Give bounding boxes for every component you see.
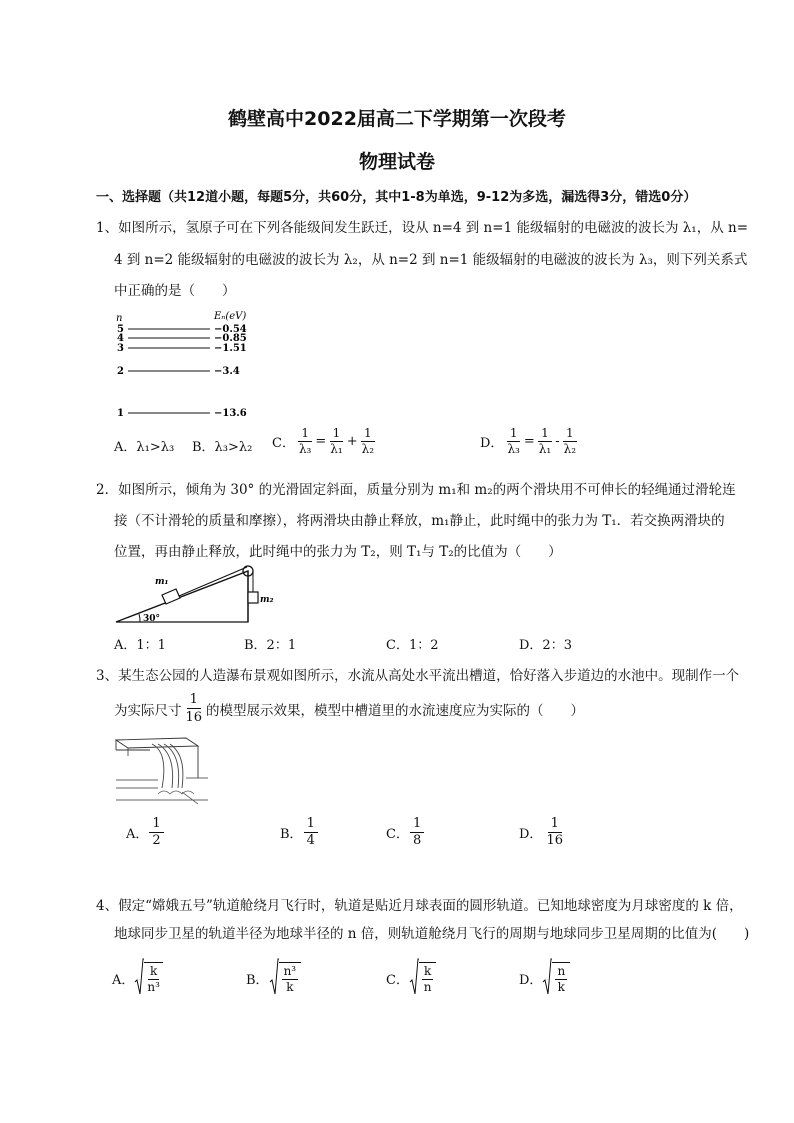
page-subtitle: 物理试卷 <box>358 151 435 173</box>
svg-text:−13.6: −13.6 <box>214 408 247 419</box>
rope <box>172 567 247 599</box>
level-1 <box>117 408 247 419</box>
svg-text:−0.54: −0.54 <box>214 324 247 335</box>
svg-text:2: 2 <box>117 366 124 377</box>
q1-line-3: 中正确的是（ ） <box>114 283 236 299</box>
block-m1 <box>162 589 180 604</box>
incline-pulley-diagram <box>110 562 280 628</box>
energy-axis-label: Eₙ(eV) <box>214 311 247 322</box>
svg-text:−3.4: −3.4 <box>214 366 240 377</box>
q2-option-b: B．2：1 <box>244 638 297 653</box>
q4-line-2: 地球同步卫星的轨道半径为地球半径的 n 倍，则轨道舱绕月飞行的周期与地球同步卫星周期的比值为( ) <box>114 926 750 942</box>
q1-line-2: 4 到 n=2 能级辐射的电磁波的波长为 λ₂，从 n=2 到 n=1 能级辐射的电磁波的波长为 λ₃，则下列关系式 <box>114 252 748 268</box>
q1-option-b: B．λ₃>λ₂ <box>192 440 253 455</box>
svg-text:4: 4 <box>117 333 124 344</box>
block-m2 <box>248 592 258 603</box>
energy-level-diagram <box>110 308 270 424</box>
q4-option-b: B． $\frac{\text{n³}}{k}$ <box>246 958 301 998</box>
incline-triangle <box>116 571 248 622</box>
svg-text:3: 3 <box>117 343 124 354</box>
q3-option-c: C． $\frac{1}{8}$ <box>386 816 425 849</box>
m2-label: m₂ <box>260 595 274 605</box>
q1-line-1: 1、如图所示，氢原子可在下列各能级间发生跃迁，设从 n=4 到 n=1 能级辐射的电磁波的波长为 λ₁，从 n= <box>96 220 749 236</box>
svg-text:−0.85: −0.85 <box>214 333 247 344</box>
q1-option-c: C． $\frac{1}{\text{λ₃}}$ = $\frac{1}{\text{λ₁}}$ + $\frac{1}{\text{λ₂}}$ <box>272 426 375 456</box>
q4-option-a: A． $\frac{k}{\text{n³}}$ <box>112 958 163 998</box>
q2-option-d: D．2：3 <box>519 638 572 653</box>
q1-option-d: D． $\frac{1}{\text{λ₃}}$ = $\frac{1}{\text{λ₁}}$ - $\frac{1}{\text{λ₂}}$ <box>480 426 577 456</box>
svg-text:5: 5 <box>117 324 124 335</box>
m1-label: m₁ <box>155 577 169 587</box>
q4-option-c: C． $\frac{k}{n}$ <box>386 958 436 998</box>
q2-option-a: A．1：1 <box>114 638 166 653</box>
q3-option-b: B． $\frac{1}{4}$ <box>280 816 319 849</box>
q4-option-d: D． $\frac{n}{k}$ <box>519 958 570 998</box>
q3-line-1: 3、某生态公园的人造瀑布景观如图所示，水流从高处水平流出槽道，恰好落入步道边的水池中。现制作一个 <box>96 668 740 684</box>
q1-option-a: A．λ₁>λ₃ <box>114 440 175 455</box>
level-2 <box>117 366 240 377</box>
angle-label: 30° <box>143 614 161 624</box>
q2-line-1: 2．如图所示，倾角为 30° 的光滑固定斜面，质量分别为 m₁和 m₂的两个滑块用不可伸长的轻绳通过滑轮连 <box>96 482 736 498</box>
q3-option-a: A． $\frac{1}{2}$ <box>126 816 165 849</box>
q3-line-2: 为实际尺寸 $\frac{1}{16}$ 的模型展示效果，模型中槽道里的水流速度应为实际的（ ） <box>114 692 585 725</box>
q2-line-2: 接（不计滑轮的质量和摩擦），将两滑块由静止释放，m₁静止，此时绳中的张力为 T₁．若交换两滑块的 <box>114 513 725 529</box>
q2-option-c: C．1：2 <box>386 638 439 653</box>
svg-text:1: 1 <box>117 408 124 419</box>
svg-text:−1.51: −1.51 <box>214 343 247 354</box>
section-heading: 一、选择题（共12道小题，每题5分，共60分，其中1-8为单选，9-12为多选，漏选得3分，错选0分） <box>96 190 697 205</box>
waterfall-illustration <box>112 730 212 808</box>
level-3 <box>117 343 247 354</box>
q3-option-d: D． $\frac{1}{16}$ <box>519 816 563 848</box>
page-title: 鹤壁高中2022届高二下学期第一次段考 <box>228 108 566 130</box>
n-axis-label: n <box>116 313 123 324</box>
q4-line-1: 4、假定“嫦娥五号”轨道舱绕月飞行时，轨道是贴近月球表面的圆形轨道。已知地球密度为月球密度的 k 倍， <box>96 898 743 914</box>
q2-line-3: 位置，再由静止释放，此时绳中的张力为 T₂，则 T₁与 T₂的比值为（ ） <box>114 544 562 560</box>
